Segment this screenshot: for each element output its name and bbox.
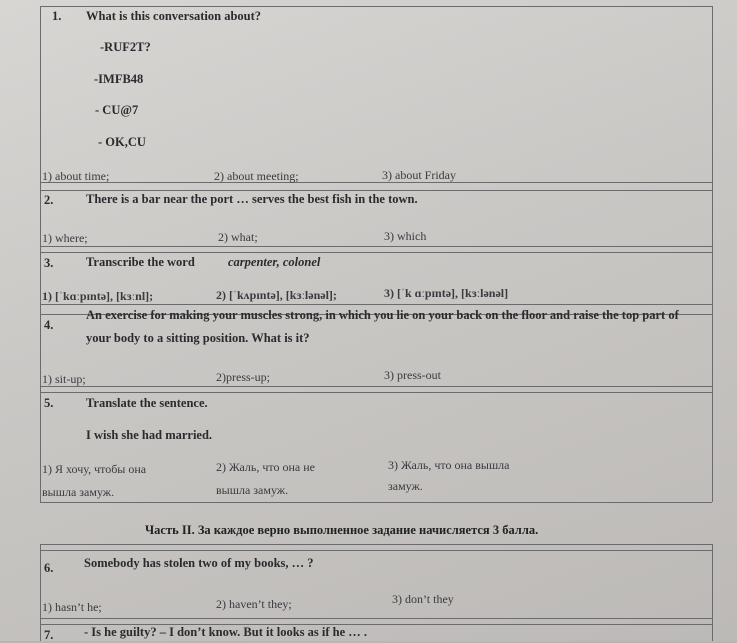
- q5-option: 3) Жаль, что она вышла: [388, 458, 510, 472]
- q1-option: 3) about Friday: [382, 168, 456, 182]
- rule: [40, 502, 712, 503]
- q5-number: 5.: [44, 396, 54, 410]
- table-border-left: [40, 544, 41, 641]
- q5-option: замуж.: [388, 479, 423, 493]
- q2-option: 1) where;: [42, 231, 88, 245]
- q6-text: Somebody has stolen two of my books, … ?: [84, 556, 314, 570]
- q1-number: 1.: [52, 9, 62, 23]
- rule: [40, 190, 712, 191]
- q1-line: - OK,CU: [98, 135, 146, 149]
- q5-option: 2) Жаль, что она не: [216, 460, 315, 474]
- q3-option: 2) [ˈkʌpɪntə], [kɜːlənəl];: [216, 288, 337, 302]
- rule: [40, 6, 712, 7]
- q1-line: -IMFB48: [94, 72, 144, 86]
- q3-number: 3.: [44, 256, 54, 270]
- q6-option: 1) hasn’t he;: [42, 600, 102, 614]
- q3-text: Transcribe the word: [86, 255, 195, 269]
- q6-option: 3) don’t they: [392, 592, 454, 606]
- q1-line: - CU@7: [95, 103, 139, 117]
- q5-option: 1) Я хочу, чтобы она: [42, 462, 147, 476]
- q4-number: 4.: [44, 318, 54, 332]
- q4-option: 2)press-up;: [216, 370, 270, 384]
- table-border-right: [712, 544, 713, 641]
- rule: [40, 392, 712, 393]
- rule: [40, 544, 712, 545]
- q1-line: -RUF2T?: [100, 40, 151, 54]
- table-border-right: [712, 6, 713, 502]
- q2-text: There is a bar near the port … serves the best fish in the town.: [86, 192, 418, 206]
- rule: [40, 182, 712, 183]
- q2-number: 2.: [44, 193, 54, 207]
- rule: [40, 550, 712, 551]
- rule: [40, 618, 712, 619]
- q4-option: 3) press-out: [384, 368, 441, 382]
- q5-option: вышла замуж.: [42, 485, 115, 499]
- q3-option: 1) [ˈkɑːpɪntə], [kɜːnl];: [42, 289, 154, 303]
- q1-option: 1) about time;: [42, 169, 110, 183]
- q4-option: 1) sit-up;: [42, 372, 86, 386]
- rule: [40, 386, 712, 387]
- q5-sentence: I wish she had married.: [86, 428, 213, 442]
- q2-option: 3) which: [384, 229, 427, 243]
- q7-text: - Is he guilty? – I don’t know. But it looks as if he … .: [84, 625, 368, 639]
- q3-option: 3) [ˈk ɑːpɪntə], [kɜːlənəl]: [384, 286, 509, 300]
- q5-text: Translate the sentence.: [86, 396, 208, 410]
- table-border-left: [40, 6, 41, 502]
- section-heading: Часть II. За каждое верно выполненное задание начисляется 3 балла.: [145, 523, 539, 537]
- q7-number: 7.: [44, 628, 54, 642]
- q3-words: carpenter, colonel: [228, 255, 321, 269]
- q6-option: 2) haven’t they;: [216, 597, 292, 611]
- q1-text: What is this conversation about?: [86, 9, 262, 23]
- q6-number: 6.: [44, 561, 54, 575]
- q5-option: вышла замуж.: [216, 483, 289, 497]
- rule: [40, 252, 712, 253]
- q1-option: 2) about meeting;: [214, 169, 299, 183]
- q2-option: 2) what;: [218, 230, 258, 244]
- q4-text: An exercise for making your muscles strong, in which you lie on your back on the floor and raise the top part of your body to a sitting position. What is it?: [86, 308, 679, 345]
- rule: [40, 246, 712, 247]
